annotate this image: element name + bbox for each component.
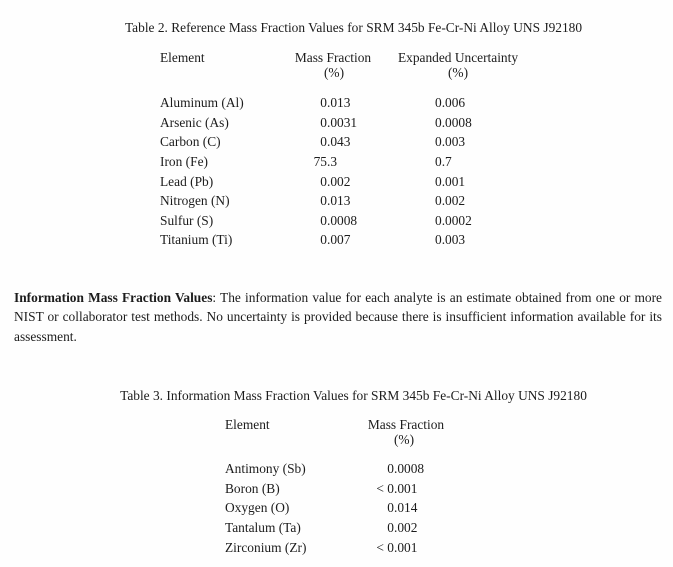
element-cell: Iron (Fe) xyxy=(160,153,208,169)
table-row xyxy=(0,152,673,172)
mass-fraction-cell: 75.3 xyxy=(305,152,337,172)
information-paragraph-label: Information Mass Fraction Values xyxy=(14,290,213,305)
expanded-uncertainty-cell: 0.001 xyxy=(435,173,466,189)
table-row xyxy=(0,132,673,152)
value-integer-part: 0 xyxy=(320,134,327,150)
mass-fraction-cell: 0.0008 xyxy=(305,211,357,231)
table3-header-mass-fraction: Mass Fraction xyxy=(367,417,445,432)
value-integer-part: < 0 xyxy=(376,480,394,496)
expanded-uncertainty-cell: 0.002 xyxy=(435,193,466,209)
table-row xyxy=(0,230,673,250)
table2-header-element: Element xyxy=(160,50,205,65)
element-cell: Sulfur (S) xyxy=(160,212,214,228)
mass-fraction-cell: < 0.001 xyxy=(366,479,417,499)
expanded-uncertainty-cell: 0.7 xyxy=(435,153,452,169)
value-integer-part: 0 xyxy=(387,500,394,516)
value-integer-part: 0 xyxy=(387,461,394,476)
table-row xyxy=(0,211,673,231)
information-paragraph xyxy=(14,288,662,346)
element-cell: Boron (B) xyxy=(225,480,280,496)
mass-fraction-cell: < 0.001 xyxy=(366,538,417,558)
element-cell: Carbon (C) xyxy=(160,134,221,150)
table3-header-element: Element xyxy=(225,417,270,432)
value-integer-part: 0 xyxy=(320,232,327,248)
table-row xyxy=(0,538,673,558)
table-row xyxy=(0,498,673,518)
table2-title: Table 2. Reference Mass Fraction Values for SRM 345b Fe-Cr-Ni Alloy UNS J92180 xyxy=(124,20,583,35)
expanded-uncertainty-cell: 0.0002 xyxy=(435,212,472,228)
mass-fraction-cell: 0.013 xyxy=(305,93,350,113)
table-row xyxy=(0,93,673,113)
element-cell: Tantalum (Ta) xyxy=(225,519,301,535)
table3-title: Table 3. Information Mass Fraction Values for SRM 345b Fe-Cr-Ni Alloy UNS J92180 xyxy=(120,388,587,403)
table2-header-mass-fraction-unit: (%) xyxy=(323,65,345,80)
mass-fraction-cell: 0.013 xyxy=(305,191,350,211)
element-cell: Nitrogen (N) xyxy=(160,193,230,209)
value-integer-part: 0 xyxy=(387,519,394,535)
mass-fraction-cell: 0.014 xyxy=(366,498,417,518)
table-row xyxy=(0,459,673,479)
value-integer-part: < 0 xyxy=(376,539,394,555)
element-cell: Zirconium (Zr) xyxy=(225,539,307,555)
table-row xyxy=(0,518,673,538)
value-integer-part: 0 xyxy=(320,212,327,228)
value-integer-part: 75 xyxy=(313,153,327,169)
element-cell: Lead (Pb) xyxy=(160,173,214,189)
table2-body xyxy=(0,93,673,250)
mass-fraction-cell: 0.007 xyxy=(305,230,350,250)
expanded-uncertainty-cell: 0.003 xyxy=(435,134,466,150)
table3-body xyxy=(0,459,673,557)
element-cell: Antimony (Sb) xyxy=(225,461,306,476)
table-row xyxy=(0,113,673,133)
expanded-uncertainty-cell: 0.003 xyxy=(435,232,466,248)
value-integer-part: 0 xyxy=(320,95,327,110)
element-cell: Arsenic (As) xyxy=(160,114,229,130)
value-integer-part: 0 xyxy=(320,114,327,130)
element-cell: Aluminum (Al) xyxy=(160,95,244,110)
value-integer-part: 0 xyxy=(320,173,327,189)
mass-fraction-cell: 0.0008 xyxy=(366,459,424,479)
mass-fraction-cell: 0.002 xyxy=(366,518,417,538)
information-paragraph-text: : The information value for each analyte is an estimate obtained from one or more NIST or collaborator test methods. No uncertainty is provided because there is insufficient information available for its assessment. xyxy=(14,290,662,344)
table2-header-expanded-uncertainty-unit: (%) xyxy=(447,65,469,80)
table-row xyxy=(0,479,673,499)
mass-fraction-cell: 0.0031 xyxy=(305,113,357,133)
table-row xyxy=(0,191,673,211)
mass-fraction-cell: 0.002 xyxy=(305,172,350,192)
expanded-uncertainty-cell: 0.006 xyxy=(435,95,466,110)
table3-header-mass-fraction-unit: (%) xyxy=(393,432,415,447)
table-row xyxy=(0,172,673,192)
mass-fraction-cell: 0.043 xyxy=(305,132,350,152)
value-integer-part: 0 xyxy=(320,193,327,209)
table2-header-mass-fraction: Mass Fraction xyxy=(294,50,372,65)
element-cell: Titanium (Ti) xyxy=(160,232,233,248)
element-cell: Oxygen (O) xyxy=(225,500,290,516)
table2-header-expanded-uncertainty: Expanded Uncertainty xyxy=(397,50,519,65)
expanded-uncertainty-cell: 0.0008 xyxy=(435,114,472,130)
